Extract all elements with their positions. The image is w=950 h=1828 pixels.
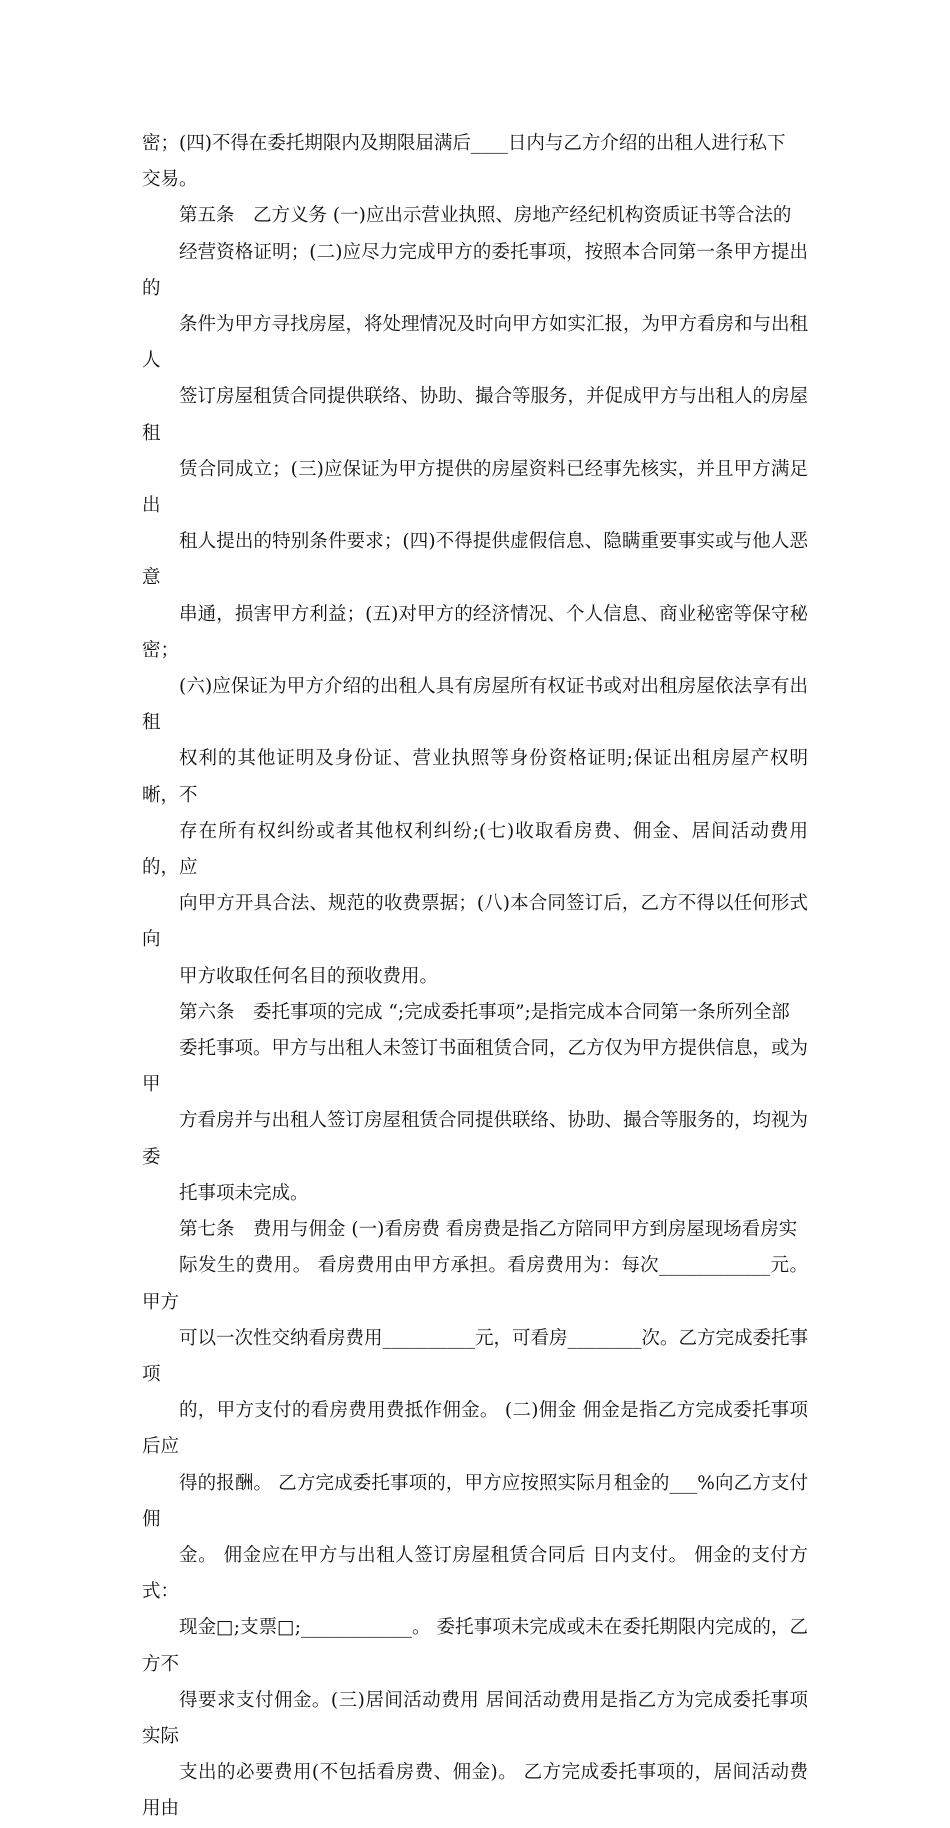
text-line: 密；(四)不得在委托期限内及期限届满后____日内与乙方介绍的出租人进行私下 [142,133,786,154]
paragraph-article-7 [142,1212,808,1827]
text-line: 交易。 [142,169,198,191]
text-line: 委托事项。甲方与出租人未签订书面租赁合同，乙方仅为甲方提供信息，或为甲 [142,1038,809,1096]
text-line: 第五条 乙方义务 (一)应出示营业执照、房地产经纪机构资质证书等合法的 [179,205,792,227]
paragraph-continuation [142,126,808,198]
text-line: 第七条 费用与佣金 (一)看房费 看房费是指乙方陪同甲方到房屋现场看房实 [179,1219,798,1241]
text-line: 得要求支付佣金。(三)居间活动费用 居间活动费用是指乙方为完成委托事项实际 [142,1689,808,1747]
text-line: (六)应保证为甲方介绍的出租人具有房屋所有权证书或对出租房屋依法享有出租 [142,676,808,734]
text-line: 支出的必要费用(不包括看房费、佣金)。 乙方完成委托事项的，居间活动费用由 [142,1762,808,1820]
text-line: 际发生的费用。 看房费用由甲方承担。看房费用为：每次____________元。甲方 [142,1255,808,1313]
paragraph-article-6 [142,995,808,1212]
text-line: 方看房并与出租人签订房屋租赁合同提供联络、协助、撮合等服务的，均视为委 [142,1110,809,1168]
text-line: 金。 佣金应在甲方与出租人签订房屋租赁合同后 日内支付。 佣金的支付方式： [142,1544,808,1603]
text-line: 经营资格证明；(二)应尽力完成甲方的委托事项，按照本合同第一条甲方提出的 [142,241,808,299]
text-line: 向甲方开具合法、规范的收费票据；(八)本合同签订后，乙方不得以任何形式向 [142,893,808,951]
text-line: 托事项未完成。 [179,1182,309,1204]
text-line: 甲方收取任何名目的预收费用。 [179,965,439,987]
text-line: 权利的其他证明及身份证、营业执照等身份资格证明;保证出租房屋产权明晰，不 [142,748,808,806]
text-line: 赁合同成立；(三)应保证为甲方提供的房屋资料已经事先核实，并且甲方满足出 [142,458,808,517]
text-line: 的，甲方支付的看房费用费抵作佣金。 (二)佣金 佣金是指乙方完成委托事项后应 [142,1400,808,1458]
text-line: 签订房屋租赁合同提供联络、协助、撮合等服务，并促成甲方与出租人的房屋租 [142,386,809,444]
text-line: 可以一次性交纳看房费用__________元，可看房________次。乙方完成委托事项 [142,1327,809,1385]
text-line: 条件为甲方寻找房屋，将处理情况及时向甲方如实汇报，为甲方看房和与出租人 [142,314,809,372]
text-line: 串通，损害甲方利益；(五)对甲方的经济情况、个人信息、商业秘密等保守秘密； [142,603,808,661]
text-line: 租人提出的特别条件要求；(四)不得提供虚假信息、隐瞒重要事实或与他人恶意 [142,531,808,589]
document-page [142,126,808,1828]
text-line: 得的报酬。 乙方完成委托事项的，甲方应按照实际月租金的___%向乙方支付佣 [142,1472,808,1530]
text-line: 存在所有权纠纷或者其他权利纠纷;(七)收取看房费、佣金、居间活动费用的，应 [142,820,808,879]
text-line: 现金□;支票□;____________。 委托事项未完成或未在委托期限内完成的，乙方不 [142,1617,808,1675]
paragraph-article-5 [142,198,808,994]
text-line: 第六条 委托事项的完成 “;完成委托事项”;是指完成本合同第一条所列全部 [179,1001,790,1023]
